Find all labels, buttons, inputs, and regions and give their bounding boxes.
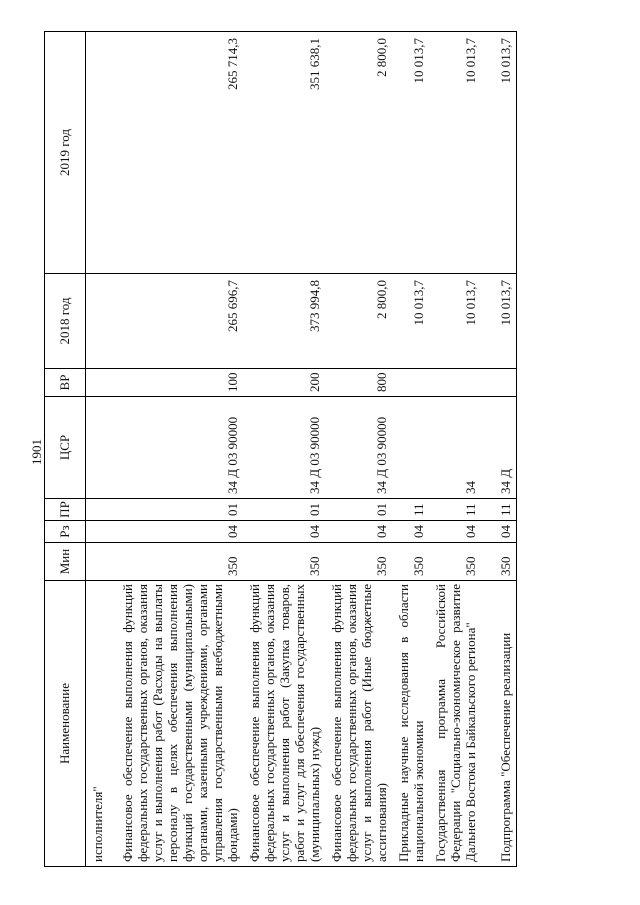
row-pr: 11 <box>429 499 481 521</box>
table-row <box>392 32 429 867</box>
row-2019: 351 638,1 <box>243 32 325 274</box>
row-2019 <box>86 32 116 274</box>
row-2018: 10 013,7 <box>481 274 517 369</box>
row-min: 350 <box>429 543 481 581</box>
row-2018: 10 013,7 <box>429 274 481 369</box>
rotated-table-container <box>44 32 589 867</box>
row-2018: 10 013,7 <box>392 274 429 369</box>
row-name: Прикладные научные исследования в области национальной экономики <box>392 581 429 867</box>
row-min: 350 <box>392 543 429 581</box>
row-name: Финансовое обеспечение выполнения функций федеральных государственных органов, оказания услуг и выполнения работ (Закупка товаров, работ и услуг для обеспечения государственных (муниципальных) нужд) <box>243 581 325 867</box>
header-pr: ПР <box>45 499 86 521</box>
header-2018: 2018 год <box>45 274 86 369</box>
budget-table <box>44 31 517 867</box>
row-vr: 800 <box>325 369 392 397</box>
row-rz: 04 <box>392 521 429 543</box>
row-csr <box>86 397 116 499</box>
row-rz: 04 <box>481 521 517 543</box>
header-vr: ВР <box>45 369 86 397</box>
table-row <box>429 32 481 867</box>
row-rz: 04 <box>325 521 392 543</box>
row-csr: 34 Д 03 90000 <box>243 397 325 499</box>
row-vr: 200 <box>243 369 325 397</box>
row-name: Финансовое обеспечение выполнения функций федеральных государственных органов, оказания услуг и выполнения работ (Расходы на выплаты персоналу в целях обеспечения выполнения функций государственными (муниципальными) органами, казенными учреждениями, органами управления государственными внебюджетными фондами) <box>116 581 243 867</box>
row-pr: 01 <box>243 499 325 521</box>
row-pr <box>86 499 116 521</box>
row-csr: 34 Д <box>481 397 517 499</box>
row-2019: 10 013,7 <box>392 32 429 274</box>
table-row <box>116 32 243 867</box>
header-name: Наименование <box>45 581 86 867</box>
table-row <box>243 32 325 867</box>
header-csr: ЦСР <box>45 397 86 499</box>
table-row <box>86 32 116 867</box>
row-2018 <box>86 274 116 369</box>
row-min: 350 <box>481 543 517 581</box>
row-name: исполнителя" <box>86 581 116 867</box>
row-2019: 10 013,7 <box>481 32 517 274</box>
row-name: Государственная программа Российской Федерации "Социально-экономическое развитие Дальнего Востока и Байкальского региона" <box>429 581 481 867</box>
row-pr: 11 <box>392 499 429 521</box>
row-vr <box>392 369 429 397</box>
row-pr: 01 <box>325 499 392 521</box>
row-csr <box>392 397 429 499</box>
row-2019: 265 714,3 <box>116 32 243 274</box>
row-vr <box>481 369 517 397</box>
header-min: Мин <box>45 543 86 581</box>
header-rz: Рз <box>45 521 86 543</box>
header-row <box>45 32 86 867</box>
row-name: Подпрограмма "Обеспечение реализации <box>481 581 517 867</box>
row-pr: 11 <box>481 499 517 521</box>
row-csr: 34 <box>429 397 481 499</box>
row-csr: 34 Д 03 90000 <box>325 397 392 499</box>
row-2018: 373 994,8 <box>243 274 325 369</box>
page-number: 1901 <box>29 439 44 465</box>
row-min: 350 <box>116 543 243 581</box>
row-min <box>86 543 116 581</box>
row-rz: 04 <box>243 521 325 543</box>
row-2018: 265 696,7 <box>116 274 243 369</box>
row-vr <box>429 369 481 397</box>
row-vr: 100 <box>116 369 243 397</box>
table-row <box>325 32 392 867</box>
row-pr: 01 <box>116 499 243 521</box>
table-row <box>481 32 517 867</box>
header-2019: 2019 год <box>45 32 86 274</box>
row-vr <box>86 369 116 397</box>
row-min: 350 <box>243 543 325 581</box>
row-name: Финансовое обеспечение выполнения функций федеральных государственных органов, оказания услуг и выполнения работ (Иные бюджетные ассигнования) <box>325 581 392 867</box>
row-csr: 34 Д 03 90000 <box>116 397 243 499</box>
row-min: 350 <box>325 543 392 581</box>
row-rz: 04 <box>116 521 243 543</box>
row-rz <box>86 521 116 543</box>
row-rz: 04 <box>429 521 481 543</box>
row-2018: 2 800,0 <box>325 274 392 369</box>
row-2019: 10 013,7 <box>429 32 481 274</box>
row-2019: 2 800,0 <box>325 32 392 274</box>
